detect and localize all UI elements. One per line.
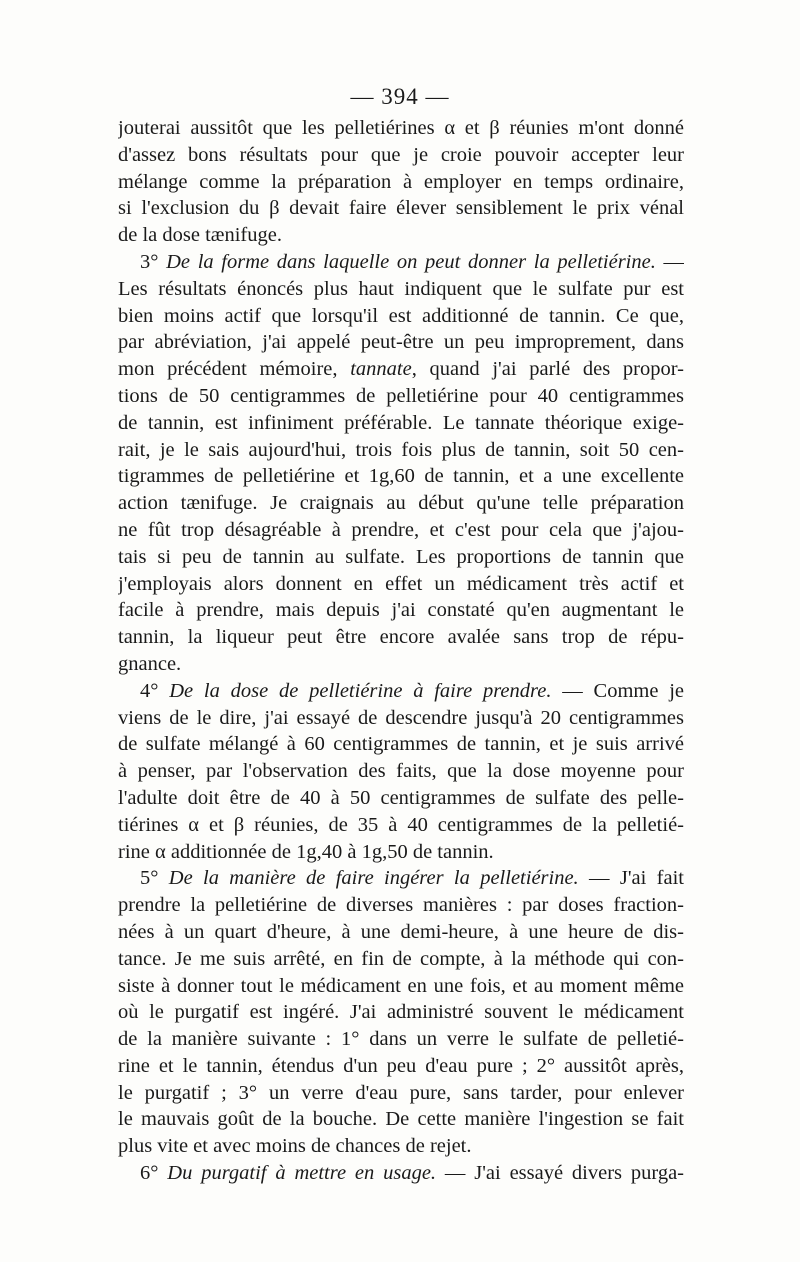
line-suffix: — Comme je [551,679,684,702]
text-line: le purgatif ; 3° un verre d'eau pure, sans tarder, pour enlever [118,1081,684,1104]
line-suffix: — J'ai fait [578,867,684,890]
line-prefix: 4° [140,679,170,702]
text-line: Les résultats énoncés plus haut indiquent que le sulfate pur est [118,277,684,300]
text-line: action tænifuge. Je craignais au début qu'une telle préparation [118,492,684,515]
text-line: prendre la pelletiérine de diverses manières : par doses fraction- [118,894,684,917]
text-line: gnance. [118,652,182,675]
text-line [118,356,684,383]
text-line: mélange comme la préparation à employer en temps ordinaire, [118,170,684,193]
line-prefix: 3° [140,250,167,273]
line-prefix: 6° [140,1162,168,1185]
text-line: j'employais alors donnent en effet un médicament très actif et [118,572,684,595]
text-line: nées à un quart d'heure, à une demi-heure, à une heure de dis- [118,920,684,943]
line-prefix: 5° [140,867,169,890]
text-line: plus vite et avec moins de chances de rejet. [118,1135,472,1158]
section-heading-italic: Du purgatif à mettre en usage. [167,1162,437,1185]
text-line: de tannin, est infiniment préférable. Le tannate théorique exige- [118,411,684,434]
text-line: tannin, la liqueur peut être encore avalée sans trop de répu- [118,626,684,649]
text-line: rait, je le sais aujourd'hui, trois fois plus de tannin, soit 50 cen- [118,438,684,461]
text-line [118,249,684,276]
text-line: viens de le dire, j'ai essayé de descendre jusqu'à 20 centigrammes [118,706,684,729]
text-line: de la manière suivante : 1° dans un verre le sulfate de pelletié- [118,1028,684,1051]
text-line [118,1160,684,1187]
text-line: jouterai aussitôt que les pelletiérines α et β réunies m'ont donné [118,117,684,139]
section-heading-italic: De la manière de faire ingérer la pelletiérine. [168,867,579,890]
text-line: le mauvais goût de la bouche. De cette manière l'ingestion se fait [118,1108,684,1131]
text-line: où le purgatif est ingéré. J'ai administré souvent le médicament [118,1001,684,1024]
text-line [118,865,684,892]
text-line: bien moins actif que lorsqu'il est additionné de tannin. Ce que, [118,304,684,327]
text-line: siste à donner tout le médicament en une fois, et au moment même [118,974,684,997]
text-line: rine et le tannin, étendus d'un peu d'eau pure ; 2° aussitôt après, [118,1054,684,1077]
line-suffix: — [655,250,684,273]
body-text [118,115,684,1187]
section-heading-italic: tannate [350,358,412,381]
section-heading-italic: De la forme dans laquelle on peut donner la pelletiérine. [166,250,656,273]
text-line: ne fût trop désagréable à prendre, et c'est pour cela que j'ajou- [118,518,684,541]
page-number: — 394 — [350,84,450,109]
text-line: d'assez bons résultats pour que je croie pouvoir accepter leur [118,143,684,166]
text-line: tais si peu de tannin au sulfate. Les proportions de tannin que [118,545,684,568]
line-suffix: , quand j'ai parlé des propor- [411,358,684,381]
text-line: si l'exclusion du β devait faire élever sensiblement le prix vénal [118,197,684,220]
line-suffix: — J'ai essayé divers purga- [436,1162,684,1185]
text-line: de la dose tænifuge. [118,224,282,247]
text-line: à penser, par l'observation des faits, que la dose moyenne pour [118,760,684,783]
text-line: tance. Je me suis arrêté, en fin de compte, à la méthode qui con- [118,947,684,970]
text-line: de sulfate mélangé à 60 centigrammes de tannin, et je suis arrivé [118,733,684,756]
text-line: tiérines α et β réunies, de 35 à 40 centigrammes de la pelletié- [118,813,684,836]
text-line: facile à prendre, mais depuis j'ai constaté qu'en augmentant le [118,599,684,622]
section-heading-italic: De la dose de pelletiérine à faire prendre. [169,679,552,702]
text-line: tions de 50 centigrammes de pelletiérine pour 40 centigrammes [118,384,684,407]
text-line: l'adulte doit être de 40 à 50 centigrammes de sulfate des pelle- [118,786,684,809]
text-line: par abréviation, j'ai appelé peut-être un peu improprement, dans [118,331,684,354]
line-prefix: mon précédent mémoire, [118,358,351,381]
text-line [118,678,684,705]
text-line: tigrammes de pelletiérine et 1g,60 de tannin, et a une excellente [118,465,684,488]
text-line: rine α additionnée de 1g,40 à 1g,50 de tannin. [118,840,494,863]
